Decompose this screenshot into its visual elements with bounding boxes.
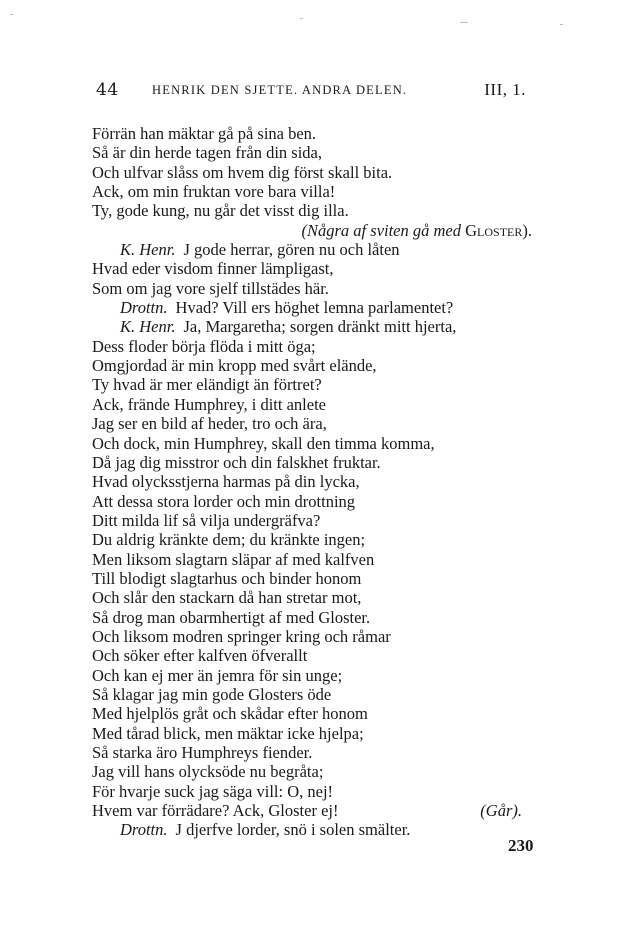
verse-line — [92, 704, 532, 723]
verse-line — [92, 472, 532, 491]
verse-line — [92, 124, 532, 143]
line-text: Jag ser en bild af heder, tro och ära, — [92, 414, 327, 434]
signature-number: 230 — [508, 836, 534, 855]
verse-line — [92, 143, 532, 162]
line-text: Så är din herde tagen från din sida, — [92, 143, 323, 163]
line-text: Att dessa stora lorder och min drottning — [92, 491, 356, 511]
line-text: Ack, frände Humphrey, i ditt anlete — [92, 394, 326, 414]
verse-line — [92, 298, 532, 317]
line-text: Så klagar jag min gode Glosters öde — [92, 684, 332, 704]
act-scene: III, 1. — [484, 80, 526, 99]
verse-line — [92, 646, 532, 665]
speaker-name: K. Henr. — [120, 317, 176, 337]
verse-line — [92, 201, 532, 220]
speaker-name: K. Henr. — [120, 240, 176, 260]
verse-line — [92, 511, 532, 530]
verse-line — [92, 182, 532, 201]
verse-line — [92, 337, 532, 356]
line-text: Hvad olycksstjerna harmas på din lycka, — [92, 472, 360, 492]
line-text: Förrän han mäktar gå på sina ben. — [92, 124, 317, 143]
verse-line — [92, 627, 532, 646]
verse-line — [92, 588, 532, 607]
line-text: Med hjelplös gråt och skådar efter honom — [92, 704, 368, 724]
line-text: Omgjordad är min kropp med svårt elände, — [92, 356, 377, 376]
verse-line — [92, 685, 532, 704]
line-text: Och söker efter kalfven öfverallt — [92, 646, 308, 666]
verse-line — [92, 820, 532, 839]
verse-text — [92, 124, 532, 840]
verse-line — [92, 259, 532, 278]
line-text: Och kan ej mer än jemra för sin unge; — [92, 665, 343, 685]
verse-line — [92, 434, 532, 453]
exit-direction: (Går). — [480, 801, 522, 821]
verse-line — [92, 724, 532, 743]
verse-line — [92, 163, 532, 182]
running-title: HENRIK DEN SJETTE. ANDRA DELEN. — [152, 83, 408, 97]
line-text: Ditt milda lif så vilja undergräfva? — [92, 510, 321, 530]
scan-speck — [300, 18, 303, 19]
stage-direction-name: Gloster). — [465, 220, 532, 240]
line-text: Hvad eder visdom finner lämpligast, — [92, 259, 334, 279]
line-text: J gode herrar, gören nu och låten — [183, 240, 400, 260]
verse-line — [92, 453, 532, 472]
line-text: Och dock, min Humphrey, skall den timma komma, — [92, 433, 435, 453]
line-text: Ack, om min fruktan vore bara villa! — [92, 182, 336, 202]
line-text: Som om jag vore sjelf tillstädes här. — [92, 278, 329, 298]
verse-line — [92, 317, 532, 336]
scan-speck — [560, 24, 563, 25]
line-text: För hvarje suck jag säga vill: O, nej! — [92, 781, 334, 801]
line-text: Jag vill hans olycksöde nu begråta; — [92, 762, 324, 782]
line-text: Ja, Margaretha; sorgen dränkt mitt hjerta, — [183, 317, 457, 337]
line-text: J djerfve lorder, snö i solen smälter. — [175, 820, 411, 840]
verse-line — [92, 279, 532, 298]
line-text: Till blodigt slagtarhus och binder honom — [92, 568, 362, 588]
line-text: Hvad? Vill ers höghet lemna parlamentet? — [175, 298, 454, 318]
page-number: 44 — [96, 80, 119, 100]
verse-line — [92, 782, 532, 801]
line-text: Så starka äro Humphreys fiender. — [92, 743, 313, 762]
verse-line — [92, 666, 532, 685]
line-text: Med tårad blick, men mäktar icke hjelpa; — [92, 723, 364, 743]
stage-direction: (Några af sviten gå med — [301, 220, 461, 240]
verse-line — [92, 569, 532, 588]
verse-line — [92, 240, 532, 259]
verse-line — [92, 395, 532, 414]
verse-line — [92, 743, 532, 762]
verse-line — [92, 375, 532, 394]
line-text: Ty hvad är mer eländigt än förtret? — [92, 375, 322, 395]
verse-line — [92, 492, 532, 511]
speaker-name: Drottn. — [120, 820, 168, 840]
line-text: Så drog man obarmhertigt af med Gloster. — [92, 607, 371, 627]
line-text: Och slår den stackarn då han stretar mot, — [92, 588, 362, 608]
verse-line — [92, 801, 532, 820]
verse-line — [92, 608, 532, 627]
speaker-name: Drottn. — [120, 298, 168, 318]
verse-line — [92, 550, 532, 569]
verse-line — [92, 221, 532, 240]
line-text: Och liksom modren springer kring och råmar — [92, 626, 391, 646]
line-text: Du aldrig kränkte dem; du kränkte ingen; — [92, 530, 366, 550]
line-text: Ty, gode kung, nu går det visst dig illa. — [92, 201, 349, 221]
line-text: Då jag dig misstror och din falskhet fruktar. — [92, 452, 381, 472]
line-text: Men liksom slagtarn släpar af med kalfven — [92, 549, 375, 569]
line-text: Dess floder börja flöda i mitt öga; — [92, 336, 316, 356]
verse-line — [92, 762, 532, 781]
line-text: Hvem var förrädare? Ack, Gloster ej! — [92, 801, 339, 821]
line-text: Och ulfvar slåss om hvem dig först skall bita. — [92, 162, 393, 182]
verse-line — [92, 414, 532, 433]
scan-speck — [460, 22, 468, 23]
verse-line — [92, 356, 532, 375]
verse-line — [92, 530, 532, 549]
scan-speck — [10, 14, 13, 15]
